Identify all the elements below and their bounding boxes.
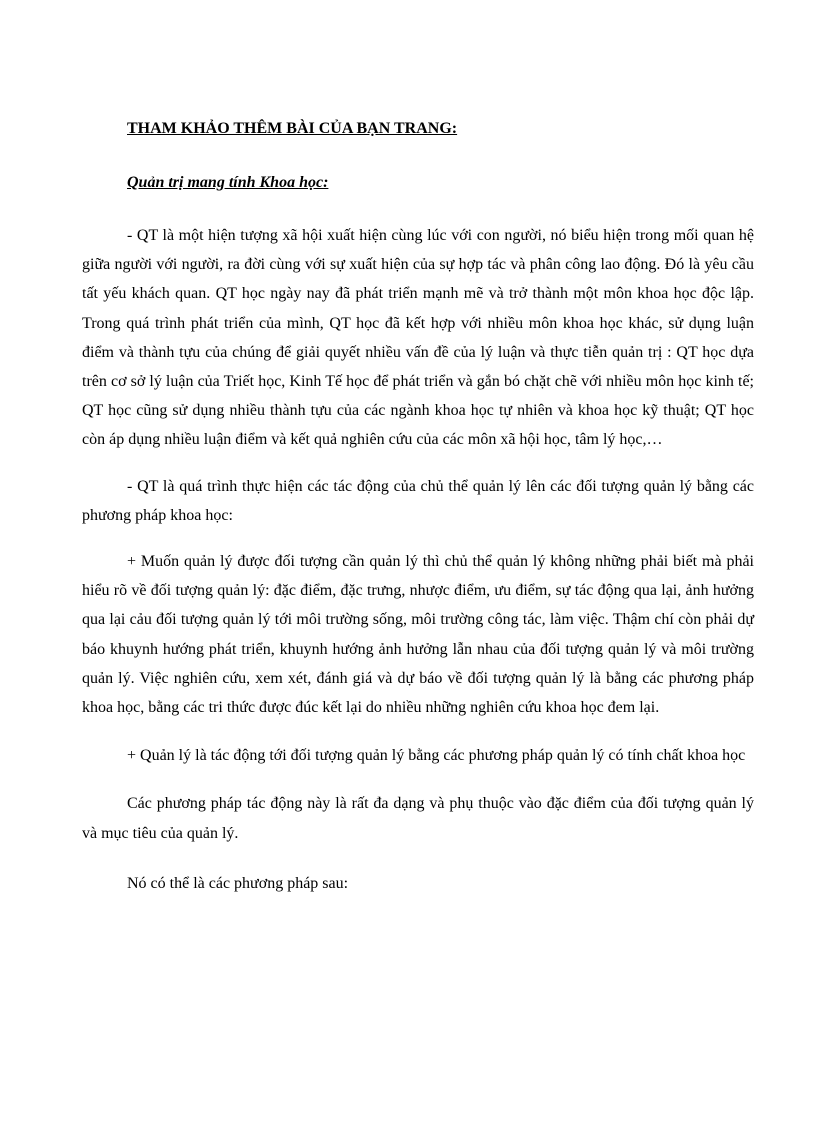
document-title: THAM KHẢO THÊM BÀI CỦA BẠN TRANG: <box>127 120 458 137</box>
document-body <box>82 117 754 916</box>
paragraph: + Muốn quản lý được đối tượng cần quản lý thì chủ thể quản lý không những phải biết mà phải hiểu rõ về đối tượng quản lý: đặc điểm, đặc trưng, nhược điểm, ưu điểm, sự tác động qua lại, ảnh hưởng qua lại cảu đối tượng quản lý tới môi trường sống, môi trường công tác, làm việc. Thậm chí còn phải dự báo khuynh hướng phát triển, khuynh hướng ảnh hưởng lẫn nhau của đối tượng quản lý và môi trường quản lý. Việc nghiên cứu, xem xét, đánh giá và dự báo về đối tượng quản lý là bằng các phương pháp khoa học, bằng các tri thức được đúc kết lại do nhiều những nghiên cứu khoa học đem lại. <box>82 553 754 717</box>
paragraph: Các phương pháp tác động này là rất đa dạng và phụ thuộc vào đặc điểm của đối tượng quản lý và mục tiêu của quản lý. <box>82 795 754 842</box>
paragraph: - QT là một hiện tượng xã hội xuất hiện cùng lúc với con người, nó biểu hiện trong mối quan hệ giữa người với người, ra đời cùng với sự xuất hiện của sự hợp tác và phân công lao động. Đó là yêu cầu tất yếu khách quan. QT học ngày nay đã phát triển mạnh mẽ và trở thành một môn khoa học độc lập. Trong quá trình phát triển của mình, QT học đã kết hợp với nhiều môn khoa học khác, sử dụng luận điểm và thành tựu của chúng để giải quyết nhiều vấn đề của lý luận và thực tiễn quản trị : QT học dựa trên cơ sở lý luận của Triết học, Kinh Tế học để phát triển và gắn bó chặt chẽ với nhiều môn học kinh tế; QT học cũng sử dụng nhiều thành tựu của các ngành khoa học tự nhiên và khoa học kỹ thuật; QT học còn áp dụng nhiều luận điểm và kết quả nghiên cứu của các môn xã hội học, tâm lý học,… <box>82 227 754 449</box>
paragraph: + Quản lý là tác động tới đối tượng quản lý bằng các phương pháp quản lý có tính chất khoa học <box>127 747 746 765</box>
paragraph: Nó có thể là các phương pháp sau: <box>127 874 349 892</box>
section-heading: Quản trị mang tính Khoa học: <box>127 174 329 191</box>
paragraph: - QT là quá trình thực hiện các tác động của chủ thể quản lý lên các đối tượng quản lý bằng các phương pháp khoa học: <box>82 477 754 524</box>
